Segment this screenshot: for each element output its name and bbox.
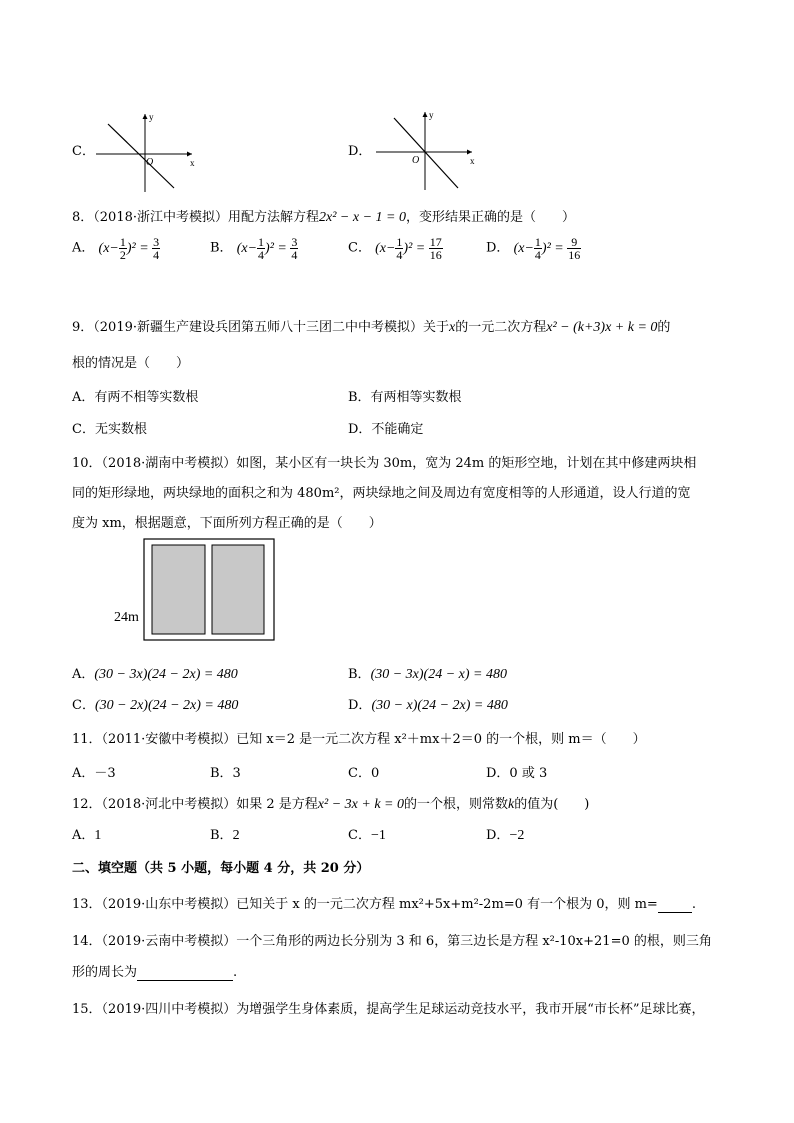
q11-option-b: B．3: [210, 766, 241, 781]
q8-option-d: D． (x− $\frac{1}{4}$ )² = $\frac{9}{16}$: [486, 235, 581, 262]
green-plot-right: [212, 545, 264, 634]
q11-stem: 11．（2011·安徽中考模拟）已知 x＝2 是一元二次方程 x²＋mx＋2＝0 的一个根，则 m＝（ ）: [72, 732, 646, 747]
q12-option-b: B．2: [210, 828, 240, 843]
c-origin-label: O: [146, 157, 154, 168]
rectangle-plot-figure: [143, 538, 275, 642]
q9-stem: 9．（2019·新疆生产建设兵团第五师八十三团二中中考模拟）关于x的一元二次方程x² − (k+3)x + k = 0的: [72, 320, 671, 335]
q9-option-b: B．有两相等实数根: [348, 390, 462, 405]
q13-stem: 13．（2019·山东中考模拟）已知关于 x 的一元二次方程 mx²+5x+m²-2m=0 有一个根为 0，则 m= .: [72, 897, 696, 912]
q8-option-b: B． (x− $\frac{1}{4}$ )² = $\frac{3}{4}$: [210, 235, 298, 262]
option-c-label: C．: [72, 144, 95, 159]
q8-option-a: A． (x− $\frac{1}{2}$ )² = $\frac{3}{4}$: [72, 235, 160, 262]
q9-option-d: D．不能确定: [348, 422, 424, 437]
q12-option-a: A．1: [72, 828, 102, 843]
d-y-axis-label: y: [429, 110, 434, 120]
q9-equation: x² − (k+3)x + k = 0: [546, 320, 658, 335]
q8-option-c: C． (x− $\frac{1}{4}$ )² = $\frac{17}{16}$: [348, 235, 442, 262]
c-y-axis-label: y: [149, 112, 154, 122]
q11-option-a: A．－3: [72, 766, 116, 781]
q10-stem-line1: 10．（2018·湖南中考模拟）如图，某小区有一块长为 30m，宽为 24m 的矩形空地，计划在其中修建两块相: [72, 456, 697, 471]
figure-height-label: 24m: [114, 610, 139, 625]
option-d-graph: [372, 106, 484, 194]
q12-option-d: D．−2: [486, 828, 525, 843]
q15-stem: 15．（2019·四川中考模拟）为增强学生身体素质，提高学生足球运动竞技水平，我市开展“市长杯”足球比赛，: [72, 1002, 705, 1017]
section-title-fill-in: 二、填空题（共 5 小题，每小题 4 分，共 20 分）: [72, 861, 370, 876]
q8-stem: 8．（2018·浙江中考模拟）用配方法解方程2x² − x − 1 = 0，变形结果正确的是（ ）: [72, 210, 575, 225]
c-x-axis-label: x: [190, 158, 195, 168]
d-x-axis-label: x: [470, 156, 475, 166]
q11-option-d: D．0 或 3: [486, 766, 548, 781]
q9-stem-line2: 根的情况是（ ）: [72, 356, 190, 371]
q14-stem-line2: 形的周长为 .: [72, 965, 238, 980]
q8-equation: 2x² − x − 1 = 0: [319, 210, 406, 225]
option-d-label: D．: [348, 144, 372, 159]
option-c-graph: [92, 108, 204, 196]
q12-stem: 12．（2018·河北中考模拟）如果 2 是方程x² − 3x + k = 0的一个根，则常数k的值为( ): [72, 797, 590, 812]
q10-option-d: D．(30 − x)(24 − 2x) = 480: [348, 698, 508, 713]
q12-option-c: C．−1: [348, 828, 386, 843]
q10-option-c: C．(30 − 2x)(24 − 2x) = 480: [72, 698, 239, 713]
q10-option-b: B．(30 − 3x)(24 − x) = 480: [348, 667, 507, 682]
q14-answer-blank[interactable]: [137, 965, 233, 981]
d-origin-label: O: [412, 155, 420, 166]
q10-stem-line3: 度为 xm，根据题意，下面所列方程正确的是（ ）: [72, 516, 382, 531]
green-plot-left: [152, 545, 205, 634]
q12-equation: x² − 3x + k = 0: [317, 797, 404, 812]
q9-option-a: A．有两不相等实数根: [72, 390, 199, 405]
q10-stem-line2: 同的矩形绿地，两块绿地的面积之和为 480m²，两块绿地之间及周边有宽度相等的人形通道，设人行道的宽: [72, 486, 691, 501]
q9-option-c: C．无实数根: [72, 422, 147, 437]
q11-option-c: C．0: [348, 766, 380, 781]
q13-answer-blank[interactable]: [658, 897, 692, 913]
q10-option-a: A．(30 − 3x)(24 − 2x) = 480: [72, 667, 238, 682]
q14-stem-line1: 14．（2019·云南中考模拟）一个三角形的两边长分别为 3 和 6，第三边长是方程 x²-10x+21=0 的根，则三角: [72, 934, 712, 949]
